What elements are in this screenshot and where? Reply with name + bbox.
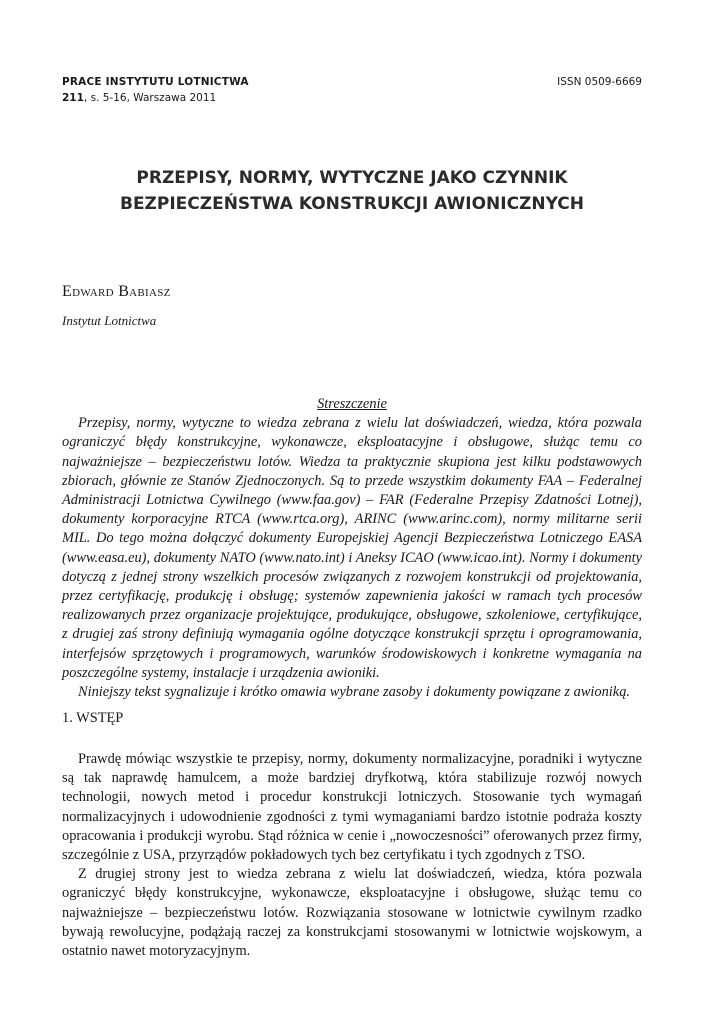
journal-name: PRACE INSTYTUTU LOTNICTWA <box>62 76 249 88</box>
volume-number: 211 <box>62 92 84 104</box>
affiliation: Instytut Lotnictwa <box>62 313 157 328</box>
section-heading: 1. WSTĘP <box>62 710 124 726</box>
volume-info <box>62 90 642 106</box>
title-line-1: PRZEPISY, NORMY, WYTYCZNE JAKO CZYNNIK <box>136 168 568 188</box>
body-paragraph-1: Prawdę mówiąc wszystkie te przepisy, normy, dokumenty normalizacyjne, poradniki i wytyczne są tak naprawdę hamulcem, a może bardziej dryfkotwą, która stabilizuje rozwój nowych technologii, nowych metod i procedur konstrukcji lotniczych. Stosowanie tych wymagań normalizacyjnych i udowodnienie zgodności z tymi wymaganiami bardzo istotnie podraża koszty opracowania i produkcji wyrobu. Stąd różnica w cenie i „nowoczesności” oferowanych przez firmy, szczególnie z USA, przyrządów pokładowych tych bez certyfikatu i tych zgodnych z TSO. <box>62 751 642 864</box>
author-name <box>62 283 171 301</box>
title-line-2: BEZPIECZEŃSTWA KONSTRUKCJI AWIONICZNYCH <box>119 194 585 214</box>
abstract-paragraph-2: Niniejszy tekst sygnalizuje i krótko omawia wybrane zasoby i dokumenty powiązane z awioniką. <box>78 684 630 701</box>
running-header <box>62 74 642 106</box>
issn: ISSN 0509-6669 <box>557 76 642 88</box>
abstract-paragraph-1: Przepisy, normy, wytyczne to wiedza zebrana z wielu lat doświadczeń, wiedza, która pozwala ograniczyć błędy konstrukcyjne, wykonawcze, eksploatacyjne i obsługowe, służąc temu co najważniejsze – bezpieczeństwu lotów. Wiedza ta praktycznie skupiona jest kilku podstawowych zbiorach, głównie ze Stanów Zjednoczonych. Są to przede wszystkim dokumenty FAA – Federalnej Administracji Lotnictwa Cywilnego (www.faa.gov) – FAR (Federalne Przepisy Zdatności Lotnej), dokumenty korporacyjne RTCA (www.rtca.org), ARINC (www.arinc.com), normy militarne serii MIL. Do tego można dołączyć dokumenty Europejskiej Agencji Bezpieczeństwa Lotniczego EASA (www.easa.eu), dokumenty NATO (www.nato.int) i Aneksy ICAO (www.icao.int). Normy i dokumenty dotyczą z jednej strony wszelkich procesów związanych z rozwojem konstrukcji od projektowania, przez certyfikację, produkcję i obsługę; systemów zapewnienia jakości w ramach tych procesów realizowanych przez organizacje projektujące, produkujące, obsługowe, szkoleniowe, certyfikujące, z drugiej zaś strony definiują wymagania ogólne dotyczące konstrukcji sprzętu i oprogramowania, interfejsów sprzętowych i programowych, warunków środowiskowych i konkretne wymagania na poszczególne systemy, instalacje i urządzenia awioniki. <box>62 415 642 681</box>
abstract <box>62 395 642 702</box>
section-body <box>62 750 642 961</box>
paper-title <box>62 165 642 217</box>
author-name-text: Edward Babiasz <box>62 283 171 300</box>
volume-pages-place: , s. 5-16, Warszawa 2011 <box>83 92 217 104</box>
body-paragraph-2: Z drugiej strony jest to wiedza zebrana z wielu lat doświadczeń, wiedza, która pozwala ograniczyć błędy konstrukcyjne, wykonawcze, eksploatacyjne i obsługowe, służąc temu co najważniejsze – bezpieczeństwu lotów. Rozwiązania stosowane w lotnictwie cywilnym rzadko bywają rewolucyjne, podążają raczej za konstrukcjami stosowanymi w lotnictwie wojskowym, a ostatnio nawet motoryzacyjnym. <box>62 866 642 960</box>
abstract-heading: Streszczenie <box>317 396 387 412</box>
